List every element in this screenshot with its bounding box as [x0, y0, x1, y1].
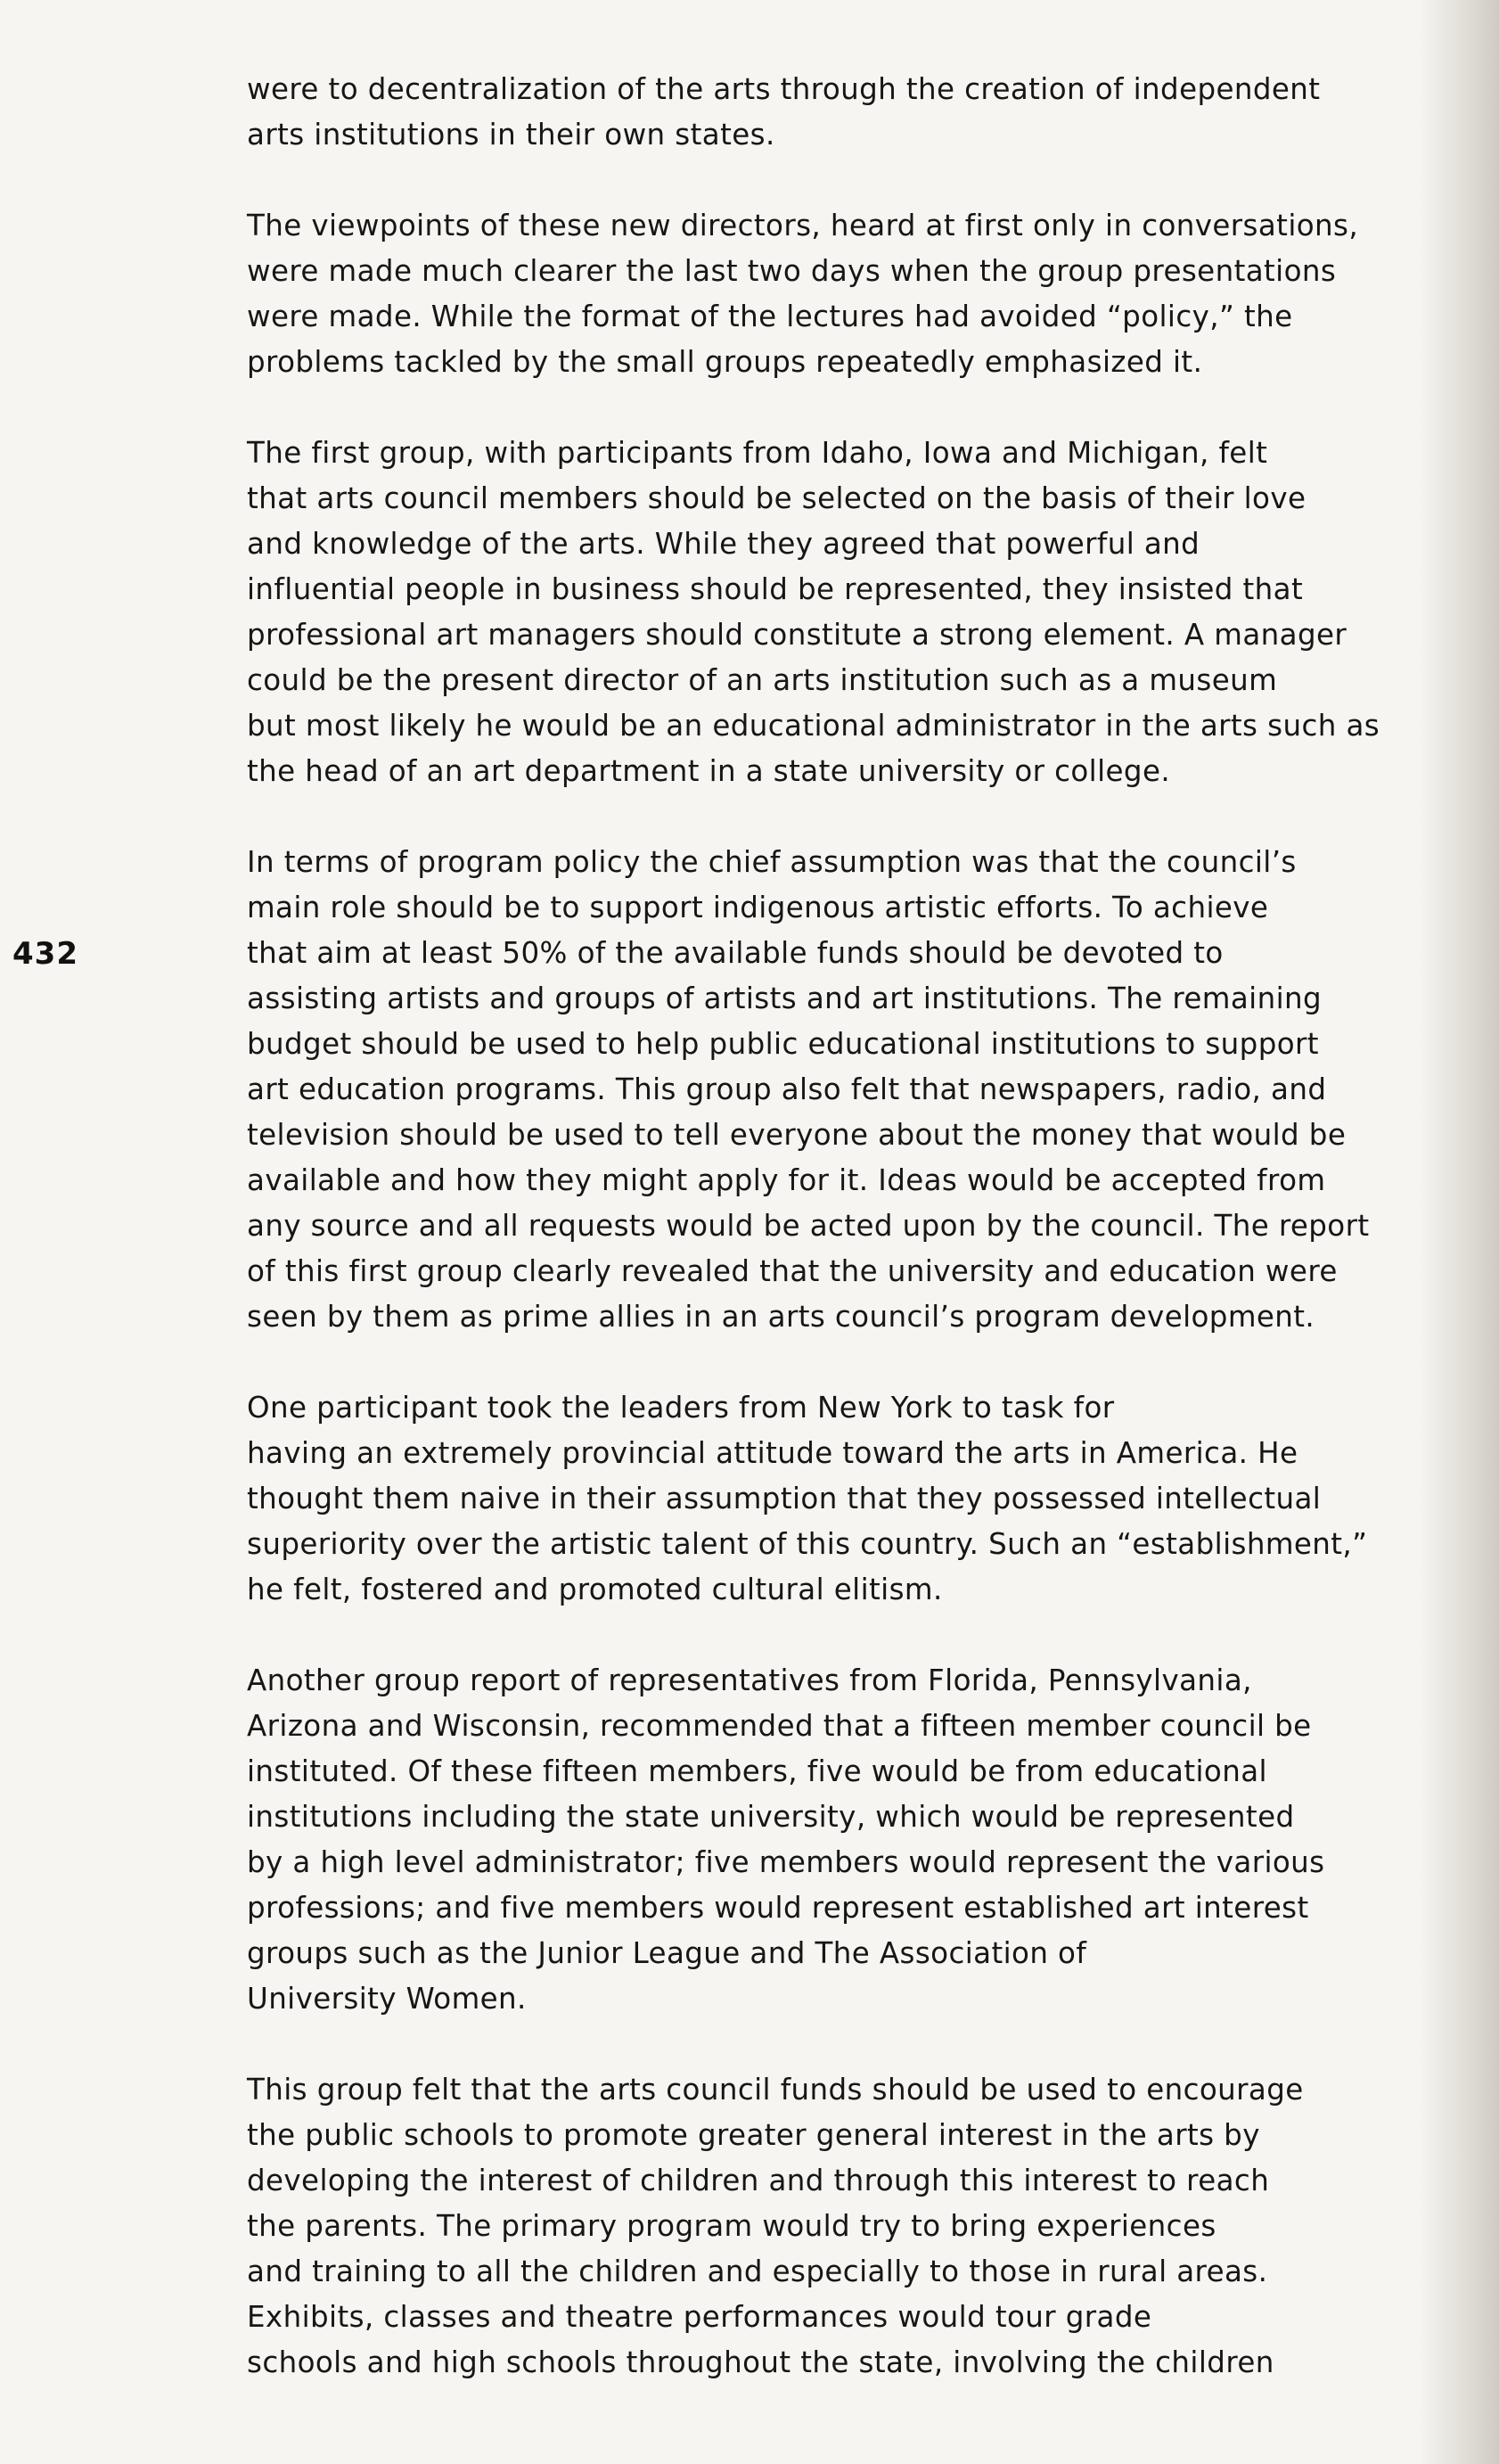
text-line: television should be used to tell everyone about the money that would be	[247, 1118, 1347, 1152]
text-line: Another group report of representatives from Florida, Pennsylvania,	[247, 1663, 1252, 1697]
text-line: but most likely he would be an educational administrator in the arts such as	[247, 709, 1380, 743]
paragraph	[247, 1658, 1441, 2022]
text-line: the public schools to promote greater general interest in the arts by	[247, 2118, 1260, 2152]
text-line: were made much clearer the last two days when the group presentations	[247, 254, 1337, 288]
text-line: that aim at least 50% of the available funds should be devoted to	[247, 936, 1224, 970]
paragraph	[247, 67, 1441, 158]
text-line: were made. While the format of the lectures had avoided “policy,” the	[247, 300, 1293, 333]
text-line: schools and high schools throughout the state, involving the children	[247, 2345, 1274, 2379]
text-line: problems tackled by the small groups repeatedly emphasized it.	[247, 345, 1203, 379]
text-line: any source and all requests would be acted upon by the council. The report	[247, 1209, 1370, 1243]
text-line: art education programs. This group also felt that newspapers, radio, and	[247, 1072, 1327, 1106]
text-line: In terms of program policy the chief assumption was that the council’s	[247, 845, 1297, 879]
text-line: arts institutions in their own states.	[247, 118, 775, 152]
paragraph	[247, 1385, 1441, 1613]
paragraph	[247, 431, 1441, 794]
text-line: the head of an art department in a state university or college.	[247, 754, 1171, 788]
text-line: he felt, fostered and promoted cultural elitism.	[247, 1573, 943, 1606]
text-line: available and how they might apply for it. Ideas would be accepted from	[247, 1163, 1326, 1197]
text-line: Arizona and Wisconsin, recommended that a fifteen member council be	[247, 1709, 1312, 1743]
text-line: assisting artists and groups of artists and art institutions. The remaining	[247, 981, 1323, 1015]
text-line: One participant took the leaders from New York to task for	[247, 1391, 1115, 1425]
text-line: seen by them as prime allies in an arts council’s program development.	[247, 1300, 1315, 1334]
text-line: professional art managers should constitute a strong element. A manager	[247, 618, 1347, 652]
text-line: Exhibits, classes and theatre performances would tour grade	[247, 2300, 1152, 2334]
text-line: influential people in business should be represented, they insisted that	[247, 572, 1304, 606]
text-line: by a high level administrator; five members would represent the various	[247, 1845, 1325, 1879]
paragraph	[247, 2067, 1441, 2386]
text-line: The viewpoints of these new directors, heard at first only in conversations,	[247, 209, 1359, 242]
text-line: groups such as the Junior League and The Association of	[247, 1936, 1087, 1970]
text-line: having an extremely provincial attitude toward the arts in America. He	[247, 1436, 1298, 1470]
text-line: University Women.	[247, 1982, 527, 2016]
text-line: superiority over the artistic talent of this country. Such an “establishment,”	[247, 1527, 1368, 1561]
text-line: the parents. The primary program would try to bring experiences	[247, 2209, 1216, 2243]
paragraph	[247, 203, 1441, 385]
text-line: and training to all the children and especially to those in rural areas.	[247, 2255, 1268, 2288]
text-line: main role should be to support indigenous artistic efforts. To achieve	[247, 891, 1269, 924]
text-line: and knowledge of the arts. While they agreed that powerful and	[247, 527, 1200, 561]
text-line: of this first group clearly revealed that the university and education were	[247, 1254, 1338, 1288]
text-line: institutions including the state university, which would be represented	[247, 1800, 1295, 1834]
text-line: The first group, with participants from Idaho, Iowa and Michigan, felt	[247, 436, 1268, 470]
text-line: could be the present director of an arts institution such as a museum	[247, 663, 1278, 697]
text-line: thought them naive in their assumption that they possessed intellectual	[247, 1482, 1322, 1515]
text-line: were to decentralization of the arts through the creation of independent	[247, 72, 1321, 106]
body-text	[247, 67, 1441, 2431]
text-line: This group felt that the arts council funds should be used to encourage	[247, 2073, 1304, 2107]
text-line: developing the interest of children and through this interest to reach	[247, 2164, 1270, 2197]
paragraph	[247, 840, 1441, 1340]
page-number: 432	[12, 936, 78, 972]
text-line: instituted. Of these fifteen members, five would be from educational	[247, 1754, 1267, 1788]
text-line: budget should be used to help public educational institutions to support	[247, 1027, 1319, 1061]
text-line: that arts council members should be selected on the basis of their love	[247, 481, 1307, 515]
text-line: professions; and five members would represent established art interest	[247, 1891, 1309, 1925]
